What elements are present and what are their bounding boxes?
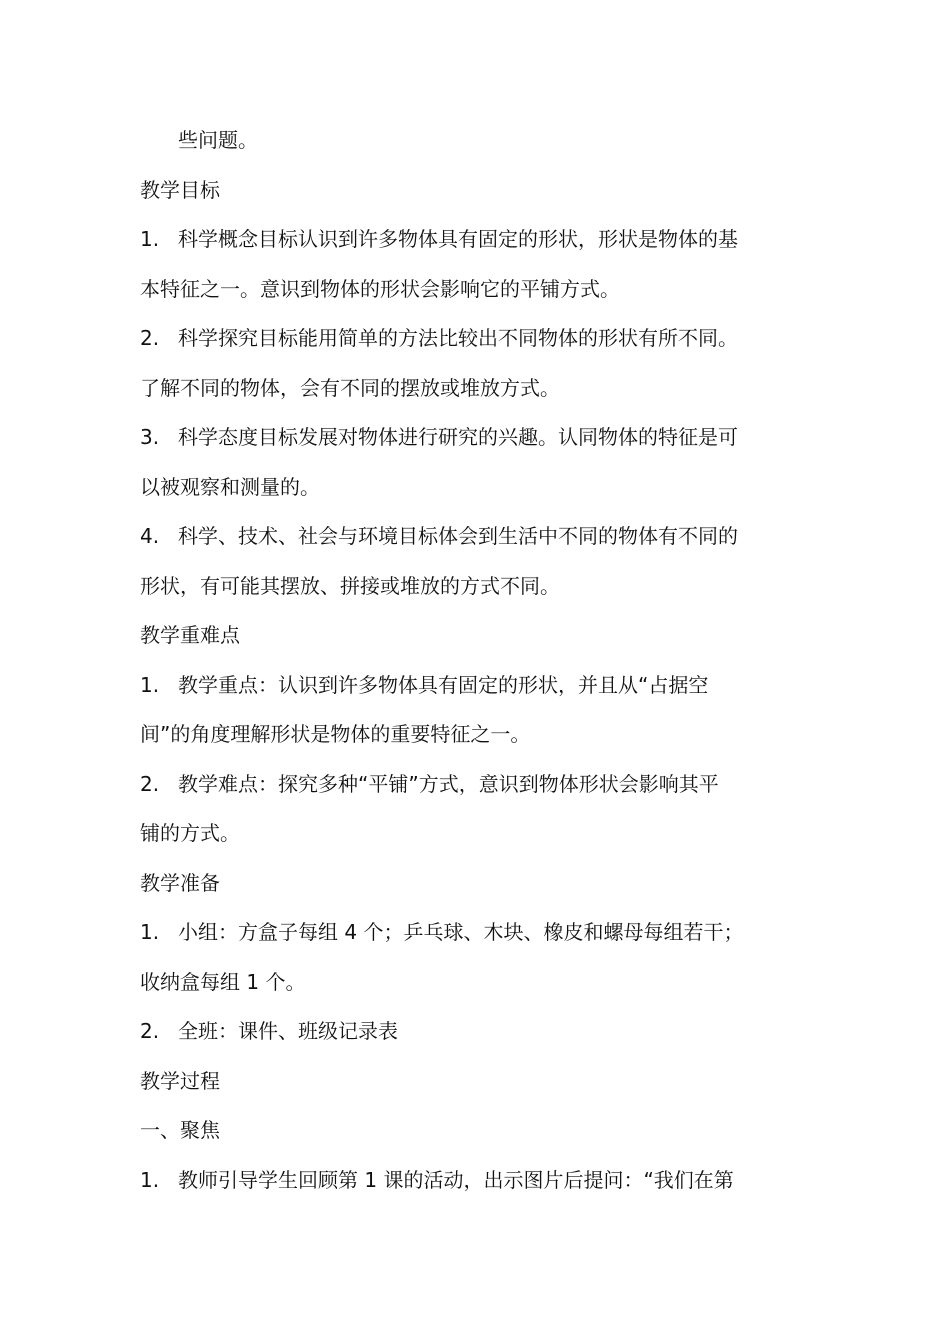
list-number: 2. [140, 1019, 160, 1043]
list-number: 1. [140, 920, 160, 944]
line-text: 教学过程 [140, 1068, 220, 1093]
line-text: 教师引导学生回顾第 1 课的活动，出示图片后提问：“我们在第 [178, 1167, 734, 1192]
text-line [140, 123, 810, 173]
line-text: 教学准备 [140, 870, 220, 895]
text-line [140, 569, 810, 619]
line-text: 本特征之一。意识到物体的形状会影响它的平铺方式。 [140, 276, 620, 301]
list-item [140, 767, 810, 817]
line-text: 科学、技术、社会与环境目标体会到生活中不同的物体有不同的 [178, 524, 738, 548]
line-text: 教学重难点 [140, 623, 240, 647]
list-number: 3. [140, 425, 160, 449]
list-item [140, 668, 810, 718]
list-item [140, 1014, 810, 1064]
text-line [140, 371, 810, 421]
section-heading [140, 618, 810, 668]
line-text: 科学态度目标发展对物体进行研究的兴趣。认同物体的特征是可 [178, 425, 738, 449]
line-text: 收纳盒每组 1 个。 [140, 969, 306, 994]
document-body [140, 123, 810, 1212]
text-line [140, 965, 810, 1015]
line-text: 一、聚焦 [140, 1118, 220, 1142]
section-heading [140, 1064, 810, 1114]
line-text: 全班：课件、班级记录表 [178, 1019, 398, 1043]
list-number: 1. [140, 672, 160, 697]
line-text: 铺的方式。 [140, 821, 240, 845]
text-line [140, 470, 810, 520]
line-text: 形状，有可能其摆放、拼接或堆放的方式不同。 [140, 573, 560, 598]
line-text: 以被观察和测量的。 [140, 474, 320, 499]
subsection-heading [140, 1113, 810, 1163]
list-item [140, 321, 810, 371]
line-text: 些问题。 [178, 128, 258, 152]
list-number: 1. [140, 1167, 160, 1192]
text-line [140, 272, 810, 322]
list-item [140, 1163, 810, 1213]
list-item [140, 420, 810, 470]
list-number: 2. [140, 771, 160, 796]
list-item [140, 519, 810, 569]
list-item [140, 915, 810, 965]
line-text: 科学概念目标认识到许多物体具有固定的形状，形状是物体的基 [178, 227, 738, 251]
list-number: 4. [140, 524, 160, 548]
list-item [140, 222, 810, 272]
text-line [140, 717, 810, 767]
section-heading [140, 866, 810, 916]
line-text: 了解不同的物体，会有不同的摆放或堆放方式。 [140, 375, 560, 400]
section-heading [140, 173, 810, 223]
text-line [140, 816, 810, 866]
line-text: 间”的角度理解形状是物体的重要特征之一。 [140, 722, 531, 746]
line-text: 小组：方盒子每组 4 个；乒乓球、木块、橡皮和螺母每组若干； [178, 920, 744, 944]
line-text: 教学重点：认识到许多物体具有固定的形状，并且从“占据空 [178, 672, 709, 697]
list-number: 1. [140, 227, 160, 251]
line-text: 教学难点：探究多种“平铺”方式，意识到物体形状会影响其平 [178, 771, 719, 796]
line-text: 科学探究目标能用简单的方法比较出不同物体的形状有所不同。 [178, 326, 738, 350]
line-text: 教学目标 [140, 177, 220, 202]
list-number: 2. [140, 326, 160, 350]
